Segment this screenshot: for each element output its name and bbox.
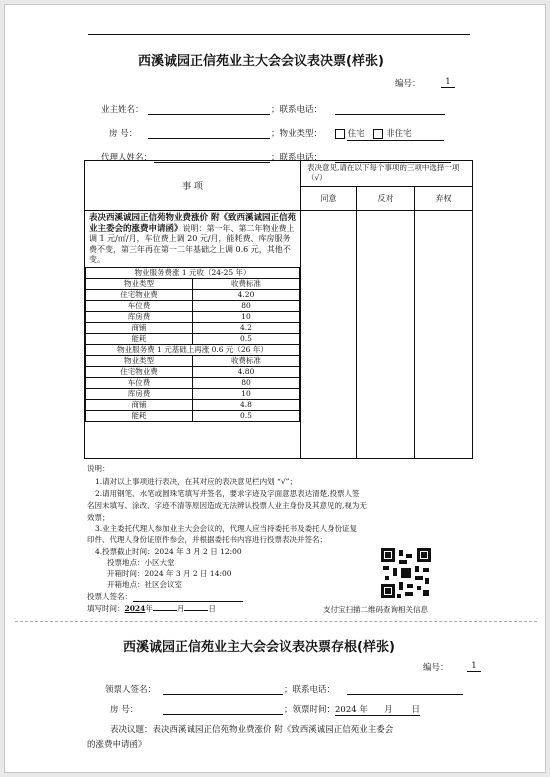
fee-type-cell: 商铺 <box>86 322 193 333</box>
fill-month-field[interactable] <box>153 602 177 611</box>
fee-type-cell: 能耗 <box>86 410 193 421</box>
receiver-sign-label: 领票人签名： <box>105 685 157 695</box>
fee-value-cell: 10 <box>193 388 300 399</box>
fee-type-cell: 库房费 <box>86 311 193 322</box>
table-row <box>86 399 300 410</box>
fee-type-cell: 住宅物业费 <box>86 366 193 377</box>
abstain-header: 弃权 <box>415 187 473 211</box>
fee-value-cell: 4.20 <box>193 289 300 300</box>
qr-code <box>381 548 431 598</box>
fill-year: 2024 <box>124 604 146 613</box>
receive-month-char: 月 <box>384 705 393 715</box>
proxy-name-label: 代理人姓名： <box>101 153 153 163</box>
owner-phone-label: ；联系电话： <box>271 105 323 115</box>
ballot-number-label: 编号： <box>395 79 421 89</box>
note-2a: 2.请用钢笔、水笔或圆珠笔填写并签名，要求字迹及字面意思表达清楚,投票人签 <box>95 489 360 498</box>
note-1: 1.请对以上事项进行表决，在其对应的表决意见栏内划 “√”； <box>95 477 297 486</box>
table-row <box>86 333 300 344</box>
ballot-title: 西溪诚园正信苑业主大会会议表决票(样张) <box>138 54 384 69</box>
receive-year-char: 年 <box>359 705 368 715</box>
fill-day-field[interactable] <box>184 602 208 611</box>
fee-value-cell: 4.80 <box>193 366 300 377</box>
fee-value-cell: 80 <box>193 300 300 311</box>
table-row <box>86 322 300 333</box>
table-row <box>86 289 300 300</box>
note-4: 4.投票截止时间：2024 年 3 月 2 日 12:00 <box>95 547 242 556</box>
owner-phone-field[interactable] <box>335 105 445 115</box>
oppose-vote-cell[interactable] <box>357 211 415 459</box>
note-2b: 名因未填写、涂改、字迹不清等原因造成无法辨认投票人业主身份及其意见的,视为无 <box>87 501 367 510</box>
fill-year-char: 年 <box>145 604 153 613</box>
note-2c: 效票； <box>87 513 110 522</box>
fill-time <box>87 602 216 614</box>
open-time: 开箱时间：2024 年 3 月 2 日 14:00 <box>107 569 232 578</box>
agree-header: 同意 <box>301 187 357 211</box>
table-row <box>86 300 300 311</box>
residential-checkbox[interactable] <box>335 129 345 139</box>
notes-heading: 说明： <box>87 464 110 473</box>
property-type-underline <box>347 131 444 141</box>
table-row <box>86 410 300 421</box>
table-row <box>86 388 300 399</box>
fee-value-cell: 4.8 <box>193 399 300 410</box>
fill-time-label: 填写时间： <box>87 604 125 613</box>
abstain-vote-cell[interactable] <box>415 211 473 459</box>
matter-description <box>85 211 300 267</box>
receiver-sign-field[interactable] <box>163 685 283 695</box>
tear-line <box>15 621 537 622</box>
fee-type-cell: 车位费 <box>86 377 193 388</box>
open-place: 开箱地点：社区会议室 <box>107 580 182 589</box>
fee-value-cell: 4.2 <box>193 322 300 333</box>
fee-type-cell: 车位费 <box>86 300 193 311</box>
receive-year: 2024 <box>335 705 357 715</box>
fee-value-cell: 80 <box>193 377 300 388</box>
table-row <box>86 377 300 388</box>
stub-matter-line2: 的涨费申请函》 <box>87 740 147 750</box>
period2-header: 物业服务费 1 元基础上再涨 0.6 元（26 年） <box>86 344 300 355</box>
oppose-header: 反对 <box>357 187 415 211</box>
receive-day-char: 日 <box>411 705 421 715</box>
stub-number: 1 <box>467 661 481 672</box>
stub-matter-line1: 表决议题：表决西溪诚园正信苑物业费涨价 附《致西溪诚园正信苑业主委会 <box>110 725 394 735</box>
fee-value-cell: 0.5 <box>193 410 300 421</box>
top-rule <box>88 34 470 35</box>
fee-value-cell: 10 <box>193 311 300 322</box>
property-type-label: ；物业类型： <box>271 129 323 139</box>
table-row <box>86 311 300 322</box>
fee-type-cell: 库房费 <box>86 388 193 399</box>
receive-date-field[interactable] <box>335 703 420 716</box>
owner-name-label: 业主姓名： <box>101 105 144 115</box>
receive-time-label: ；领票时间： <box>284 705 336 715</box>
period1-col-type: 物业类型 <box>86 278 193 289</box>
stub-phone-field[interactable] <box>347 685 463 695</box>
room-label: 房 号： <box>109 129 138 139</box>
receive-time <box>284 703 420 716</box>
stub-room-label: 房 号： <box>110 705 139 715</box>
table-row <box>86 366 300 377</box>
owner-name-field[interactable] <box>148 105 270 115</box>
fee-value-cell: 0.5 <box>193 333 300 344</box>
nonresidential-option-label: 非住宅 <box>386 129 412 139</box>
period1-header: 物业服务费涨 1 元收（24-25 年） <box>86 267 300 278</box>
vote-instruction: 表决意见,请在以下每个事项的三项中选择一项（√） <box>301 161 473 187</box>
ballot-number: 1 <box>441 77 455 88</box>
stub-room-field[interactable] <box>163 705 283 715</box>
proxy-phone-label: ；联系电话： <box>271 153 323 163</box>
matter-header: 事 项 <box>85 161 301 211</box>
stub-title: 西溪诚园正信苑业主大会会议表决票存根(样张) <box>123 640 395 655</box>
period2-col-type: 物业类型 <box>86 355 193 366</box>
fill-day-char: 日 <box>208 604 216 613</box>
note-3a: 3.业主委托代理人参加业主大会会议的，代理人应当持委托书及委托人身份证复 <box>95 524 358 533</box>
voting-table <box>84 160 473 459</box>
fill-month-char: 月 <box>176 604 185 613</box>
period2-col-standard: 收费标准 <box>193 355 300 366</box>
voter-sign-label: 投票人签名： <box>87 592 132 601</box>
ballot-page <box>4 4 546 773</box>
voter-sign-field[interactable] <box>133 592 243 602</box>
fee-type-cell: 能耗 <box>86 333 193 344</box>
stub-phone-label: ；联系电话： <box>284 685 336 695</box>
vote-place: 投票地点：小区大堂 <box>107 558 175 567</box>
period1-col-standard: 收费标准 <box>193 278 300 289</box>
fee-type-cell: 商铺 <box>86 399 193 410</box>
stub-number-label: 编号： <box>423 663 449 673</box>
qr-caption: 支付宝扫描二维码查询相关信息 <box>323 605 428 614</box>
fee-table <box>85 267 300 422</box>
matter-cell <box>85 211 301 459</box>
item-title: 表决西溪诚园正信苑物业费涨价 附《致西溪诚园正信苑业主委会的涨费申请函》 <box>89 213 296 234</box>
residential-option-label: 住宅 <box>347 129 365 139</box>
room-field[interactable] <box>148 129 270 139</box>
note-3b: 印件、代理人身份证原件参会，并根据委托书内容进行投票表决并签名； <box>87 535 327 544</box>
fee-type-cell: 住宅物业费 <box>86 289 193 300</box>
agree-vote-cell[interactable] <box>301 211 357 459</box>
item-desc: 说明：第一年、第二年物业费上调 1 元/㎡/月，车位费上调 20 元/月，能耗费、库房服务费不变，第三年再在第一二年基础之上调 0.6 元，其他不变。 <box>89 223 295 264</box>
